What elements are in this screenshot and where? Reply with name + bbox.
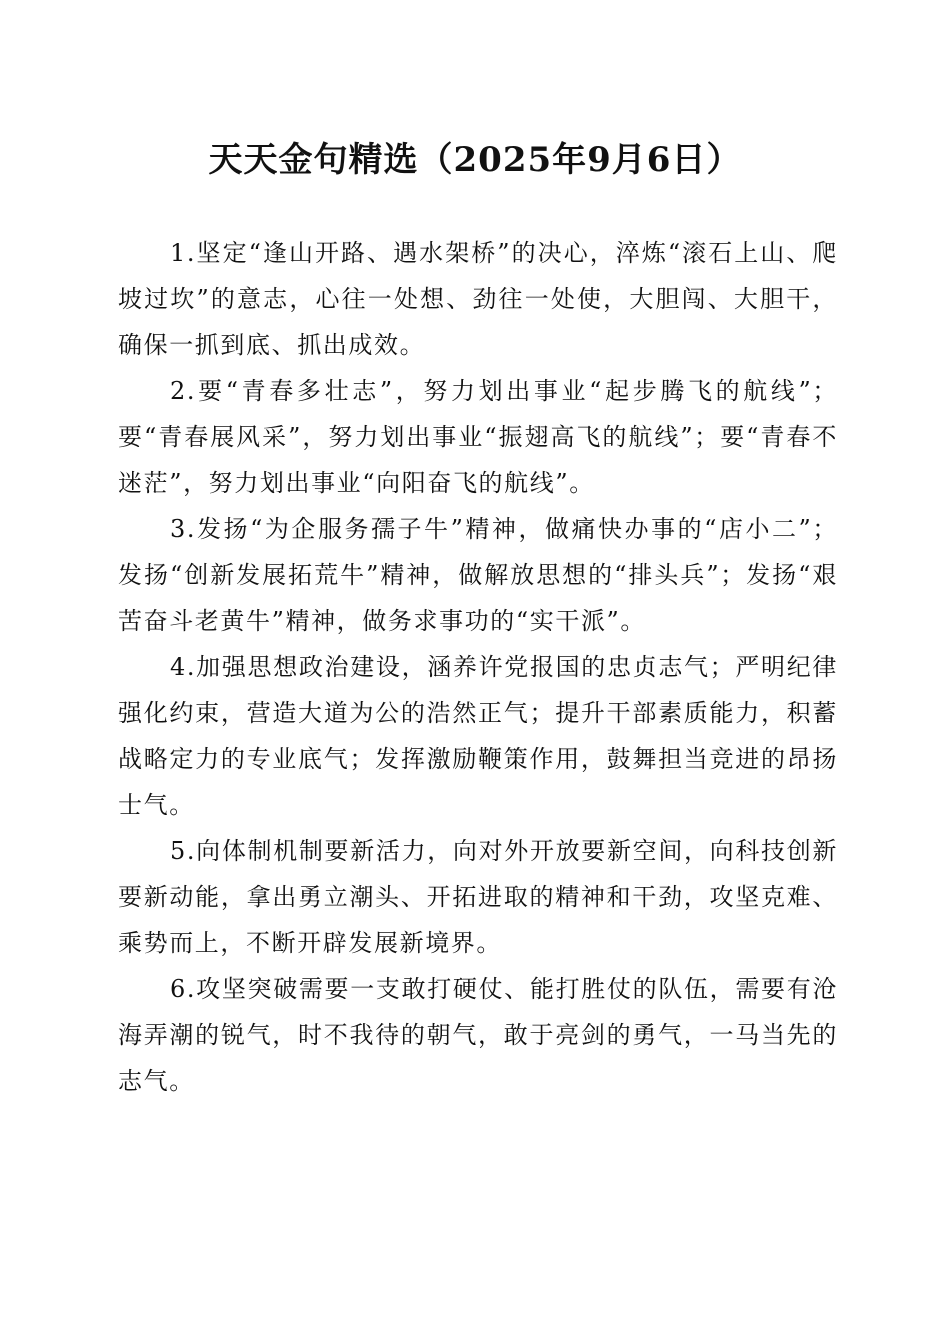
paragraph-1: 1.坚定“逢山开路、遇水架桥”的决心，淬炼“滚石上山、爬坡过坎”的意志，心往一处想、劲往一处使，大胆闯、大胆干，确保一抓到底、抓出成效。 xyxy=(118,239,838,359)
paragraph-5: 5.向体制机制要新活力，向对外开放要新空间，向科技创新要新动能，拿出勇立潮头、开拓进取的精神和干劲，攻坚克难、乘势而上，不断开辟发展新境界。 xyxy=(118,837,838,957)
paragraph-6: 6.攻坚突破需要一支敢打硬仗、能打胜仗的队伍，需要有沧海弄潮的锐气，时不我待的朝气，敢于亮剑的勇气，一马当先的志气。 xyxy=(118,975,838,1095)
paragraph-4: 4.加强思想政治建设，涵养许党报国的忠贞志气；严明纪律强化约束，营造大道为公的浩然正气；提升干部素质能力，积蓄战略定力的专业底气；发挥激励鞭策作用，鼓舞担当竞进的昂扬士气。 xyxy=(118,653,838,819)
document-body xyxy=(118,230,838,1104)
paragraph-2: 2.要“青春多壮志”，努力划出事业“起步腾飞的航线”；要“青春展风采”，努力划出事业“振翅高飞的航线”；要“青春不迷茫”，努力划出事业“向阳奋飞的航线”。 xyxy=(118,377,838,497)
paragraph-3: 3.发扬“为企服务孺子牛”精神，做痛快办事的“店小二”；发扬“创新发展拓荒牛”精神，做解放思想的“排头兵”；发扬“艰苦奋斗老黄牛”精神，做务求事功的“实干派”。 xyxy=(118,515,838,635)
page-title: 天天金句精选（2025年9月6日） xyxy=(208,140,742,180)
